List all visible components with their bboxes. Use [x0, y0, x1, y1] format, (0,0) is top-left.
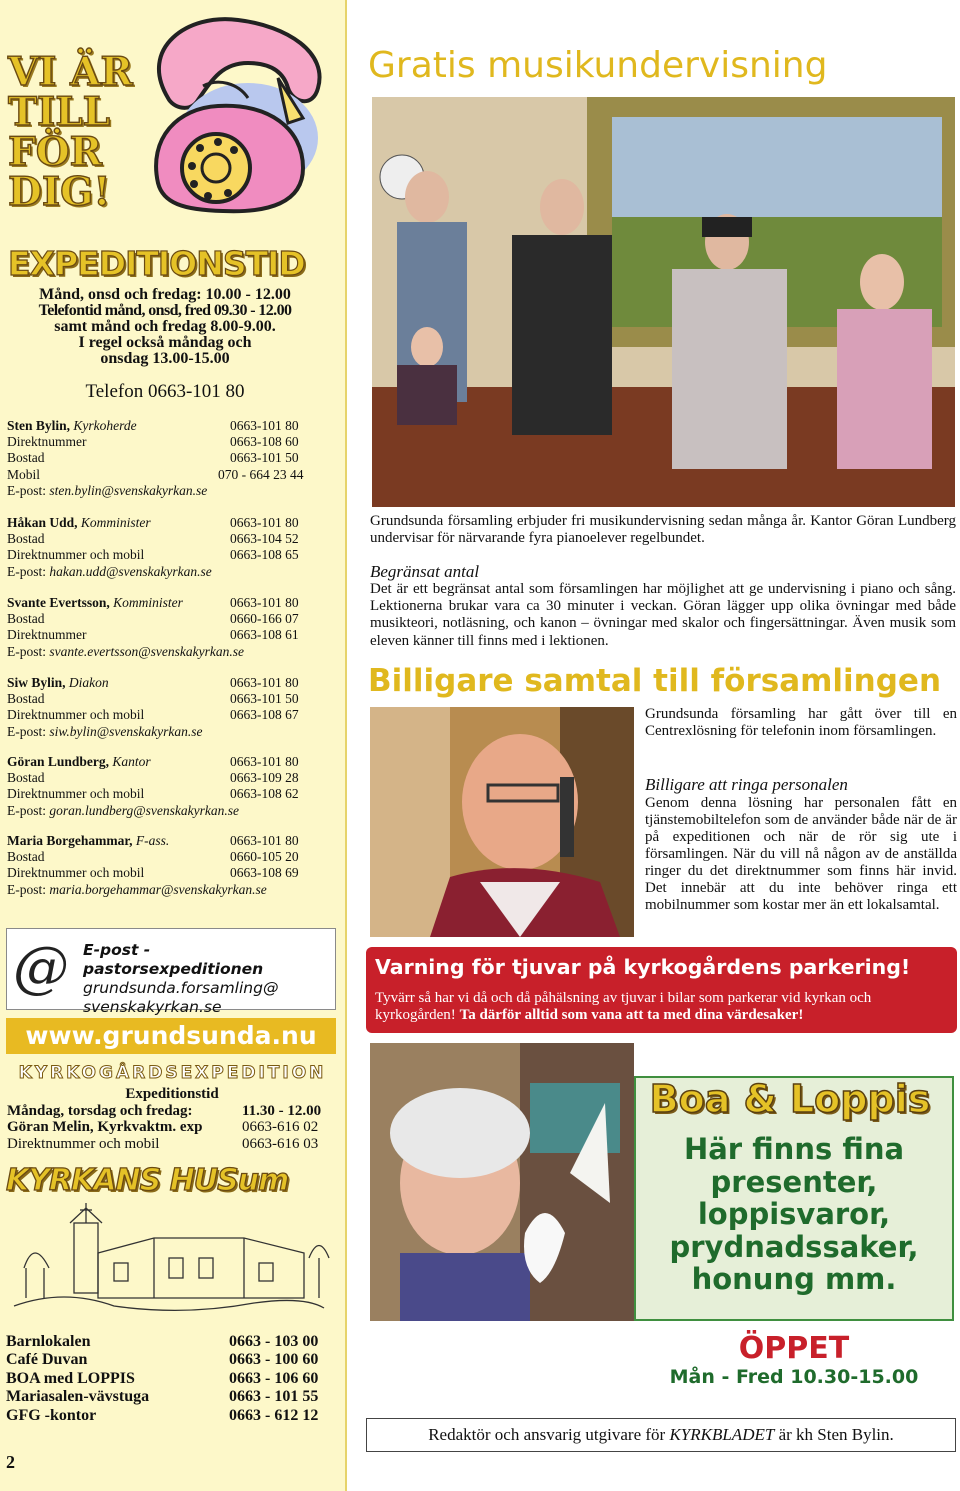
kyrkans-husum-heading: KYRKANS HUSum [6, 1163, 289, 1198]
email-address[interactable]: siw.bylin@svenskakyrkan.se [49, 723, 203, 739]
phone-value: 0663-104 52 [230, 531, 299, 547]
contact-row [7, 467, 322, 483]
boa-loppis-text [634, 1133, 954, 1296]
email-prefix: E-post: [7, 723, 50, 739]
contact-svante-evertsson [7, 595, 322, 660]
email-prefix: E-post: [7, 881, 50, 897]
email-address[interactable]: goran.lundberg@svenskakyrkan.se [49, 802, 240, 818]
expeditionstid-heading: EXPEDITIONSTID [8, 244, 305, 283]
boa-loppis-woman-photo [370, 1043, 634, 1321]
contact-siw-bylin [7, 675, 322, 740]
heading-line: TILL [8, 89, 111, 135]
contact-row [7, 434, 322, 450]
phone-value: 0663-101 80 [230, 833, 299, 848]
billigare-text: Genom denna lösning har personalen fått en tjänstemobiltelefon som de använder både när de är på expeditionen och när de rör sig ute i församlingen. När du vill nå någon av de anställda ringer du det direktnummer som finns här invid. Det innebär att du inte behöver ringa ett mobilnummer som kostar mer än ett lokalsamtal. [645, 795, 957, 913]
email-prefix: E-post: [7, 802, 50, 818]
hours-line: I regel också måndag och [78, 334, 252, 351]
oppet-hours: Mån - Fred 10.30-15.00 [669, 1366, 919, 1388]
hours-line: samt månd och fredag 8.00-9.00. [54, 318, 276, 335]
begransat-antal-heading: Begränsat antal [370, 562, 480, 581]
place-row [6, 1333, 341, 1351]
man-on-phone-photo [370, 707, 634, 937]
kyrkogard-row [7, 1119, 337, 1136]
email-address[interactable]: maria.borgehammar@svenskakyrkan.se [49, 881, 267, 897]
contact-row [7, 531, 322, 547]
phone-value: 0663-101 80 [230, 595, 299, 610]
contact-row [7, 675, 322, 691]
oppet-heading: ÖPPET [738, 1331, 850, 1366]
row-label: Mobil [7, 466, 41, 482]
contact-row [7, 418, 322, 434]
contact-row [7, 707, 322, 723]
row-label: Bostad [7, 849, 45, 865]
boa-line: prydnadssaker, [669, 1229, 919, 1264]
contact-row [7, 547, 322, 563]
telephone-illustration-icon [128, 8, 333, 220]
begransat-antal-text: Det är ett begränsat antal som församlingen har möjlighet att ge undervisning i piano och sång. Lektionerna brukar vara ca 30 minuter i veckan. Göran lägger upp olika övningar med både musikteori, notläsning, och kanon – övningar med skalor och fingersättningar. Även musik som eleven känner till finns med i lektionen. [370, 581, 956, 649]
row-label: Bostad [7, 691, 45, 707]
phone-value: 0663-101 80 [230, 754, 299, 769]
place-row [6, 1388, 341, 1406]
phone-value: 0663-101 50 [230, 450, 299, 466]
contact-email[interactable] [7, 882, 322, 898]
kyrkogard-info [7, 1086, 337, 1152]
email-box-title: E-post - pastorsexpeditionen [83, 941, 264, 978]
place-phone: 0663 - 103 00 [229, 1333, 319, 1350]
place-phone: 0663 - 612 12 [229, 1406, 319, 1424]
contact-name: Sten Bylin, [7, 418, 71, 433]
email-address[interactable]: sten.bylin@svenskakyrkan.se [49, 482, 208, 498]
place-name: Barnlokalen [6, 1333, 91, 1350]
church-drawing-icon [4, 1198, 332, 1320]
phone-value: 0663-108 67 [230, 707, 299, 723]
contact-name: Maria Borgehammar, [7, 833, 133, 848]
contact-title: F-ass. [135, 833, 170, 848]
contact-name: Göran Lundberg, [7, 754, 110, 769]
page-number: 2 [6, 1452, 15, 1472]
left-sidebar [0, 0, 347, 1491]
contact-email[interactable] [7, 483, 322, 499]
warning-text [375, 990, 950, 1024]
place-phone: 0663 - 106 60 [229, 1369, 319, 1387]
boa-line: loppisvaror, [697, 1197, 891, 1231]
contact-row [7, 865, 322, 881]
kyrkans-husum-list [6, 1333, 341, 1425]
office-email [83, 941, 335, 1017]
heading-line: DIG! [8, 169, 111, 215]
boa-line: presenter, [710, 1164, 878, 1199]
phone-value: 0663-108 61 [230, 627, 299, 643]
row-label: Direktnummer och mobil [7, 547, 145, 563]
contact-name: Håkan Udd, [7, 515, 78, 530]
row-label: Bostad [7, 531, 45, 547]
boa-loppis-heading: Boa & Loppis [649, 1077, 931, 1121]
credit-publication: KYRKBLADET [669, 1425, 775, 1444]
email-line[interactable]: svenskakyrkan.se [83, 998, 222, 1016]
contact-email[interactable] [7, 724, 322, 740]
heading-line: FÖR [8, 129, 103, 175]
phone-value: 070 - 664 23 44 [218, 466, 304, 482]
row-label: Direktnummer [7, 627, 87, 643]
email-prefix: E-post: [7, 482, 50, 498]
kyrkogard-row [7, 1103, 337, 1120]
place-row [6, 1370, 341, 1388]
phone-value: 0660-105 20 [230, 849, 299, 865]
warning-box [366, 947, 957, 1033]
kyrkogardsexpedition-heading: KYRKOGÅRDSEXPEDITION [18, 1063, 327, 1083]
place-phone: 0663 - 101 55 [229, 1388, 319, 1406]
heading-line: VI ÄR [8, 49, 133, 95]
phone-value: 0660-166 07 [230, 611, 299, 627]
credit-prefix: Redaktör och ansvarig utgivare för [428, 1425, 670, 1444]
phone-value: 0663-109 28 [230, 770, 299, 786]
row-label: Göran Melin, Kyrkvaktm. exp [7, 1119, 203, 1135]
phone-value: 0663-101 80 [230, 675, 299, 690]
contact-email[interactable] [7, 803, 322, 819]
contact-sten-bylin [7, 418, 322, 499]
contact-row [7, 595, 322, 611]
phone-value: 0663-101 80 [230, 418, 299, 433]
contact-row [7, 515, 322, 531]
row-label: Bostad [7, 770, 45, 786]
row-label: Bostad [7, 450, 45, 466]
place-name: BOA med LOPPIS [6, 1369, 135, 1387]
contact-row [7, 611, 322, 627]
row-label: Direktnummer och mobil [7, 1135, 160, 1152]
contact-row [7, 754, 322, 770]
phone-value: 0663-101 50 [230, 691, 299, 707]
phone-value: 0663-108 69 [230, 865, 299, 881]
email-prefix: E-post: [7, 643, 50, 659]
billigare-att-ringa-heading: Billigare att ringa personalen [645, 775, 848, 794]
kyrkogard-row [7, 1136, 337, 1153]
contact-title: Diakon [68, 675, 109, 690]
email-contact-box [6, 928, 336, 1016]
hours-line: Månd, onsd och fredag: 10.00 - 12.00 [39, 286, 291, 303]
billigare-samtal-heading: Billigare samtal till församlingen [368, 663, 942, 699]
music-students-photo [372, 97, 955, 507]
place-row [6, 1407, 341, 1425]
contact-goran-lundberg [7, 754, 322, 819]
gratis-musikundervisning-heading: Gratis musikundervisning [368, 45, 828, 86]
row-label: Direktnummer och mobil [7, 707, 145, 723]
place-name: Mariasalen-vävstuga [6, 1388, 150, 1406]
contact-name: Svante Evertsson, [7, 595, 110, 610]
place-phone: 0663 - 100 60 [229, 1351, 319, 1369]
email-address[interactable]: hakan.udd@svenskakyrkan.se [49, 563, 212, 579]
boa-line: honung mm. [691, 1262, 897, 1296]
contact-row [7, 627, 322, 643]
row-label: Bostad [7, 611, 45, 627]
vi-ar-till-for-dig-heading [8, 49, 138, 215]
contact-hakan-udd [7, 515, 322, 580]
warning-title: Varning för tjuvar på kyrkogårdens parkering! [375, 955, 911, 979]
contact-email[interactable] [7, 564, 322, 580]
place-name: Café Duvan [6, 1351, 88, 1369]
warning-bold: Ta därför alltid som vana att ta med dina värdesaker! [459, 1007, 804, 1023]
contact-row [7, 786, 322, 802]
row-label: Direktnummer och mobil [7, 786, 145, 802]
main-phone-number: Telefon 0663-101 80 [85, 381, 245, 402]
at-sign-icon: @ [13, 935, 69, 1000]
contact-row [7, 849, 322, 865]
website-link[interactable]: www.grundsunda.nu [6, 1018, 336, 1054]
row-label: Direktnummer och mobil [7, 865, 145, 881]
email-address[interactable]: svante.evertsson@svenskakyrkan.se [49, 643, 244, 659]
warning-body: Tyvärr så har vi då och då påhälsning av tjuvar i bilar som parkerar vid kyrkan och kyrkogården! [375, 990, 872, 1023]
row-value: 0663-616 02 [242, 1119, 319, 1135]
contact-title: Kantor [112, 754, 151, 769]
place-name: GFG -kontor [6, 1406, 97, 1424]
phone-value: 0663-108 65 [230, 547, 299, 563]
hours-line: Telefontid månd, onsd, fred 09.30 - 12.00 [38, 302, 292, 319]
billigare-intro: Grundsunda församling har gått över till en Centrexlösning för telefonin inom församlingen. [645, 706, 957, 739]
email-prefix: E-post: [7, 563, 50, 579]
row-label: Direktnummer [7, 434, 87, 450]
contact-title: Komminister [113, 595, 183, 610]
credit-suffix: är kh Sten Bylin. [774, 1425, 894, 1444]
contact-row [7, 770, 322, 786]
contact-title: Komminister [80, 515, 151, 530]
contact-email[interactable] [7, 644, 322, 660]
phone-value: 0663-108 60 [230, 434, 299, 450]
contact-name: Siw Bylin, [7, 675, 66, 690]
hours-line: onsdag 13.00-15.00 [100, 350, 230, 367]
phone-value: 0663-101 80 [230, 515, 299, 530]
row-label: Måndag, torsdag och fredag: [7, 1102, 193, 1119]
email-line[interactable]: grundsunda.forsamling@ [83, 979, 279, 997]
row-value: 11.30 - 12.00 [242, 1102, 322, 1119]
place-row [6, 1351, 341, 1369]
contact-row [7, 833, 322, 849]
contact-row [7, 691, 322, 707]
office-hours [0, 287, 330, 367]
contact-row [7, 450, 322, 466]
phone-value: 0663-108 62 [230, 786, 299, 802]
editor-credit [366, 1418, 956, 1452]
contact-title: Kyrkoherde [73, 418, 137, 433]
contact-maria-borgehammar [7, 833, 322, 898]
gratis-caption: Grundsunda församling erbjuder fri musikundervisning sedan många år. Kantor Göran Lundberg undervisar för närvarande fyra pianoelever regelbundet. [370, 513, 956, 547]
row-value: 0663-616 03 [242, 1135, 319, 1152]
boa-line: Här finns fina [683, 1132, 905, 1166]
kyrkogard-subtitle: Expeditionstid [125, 1086, 219, 1102]
